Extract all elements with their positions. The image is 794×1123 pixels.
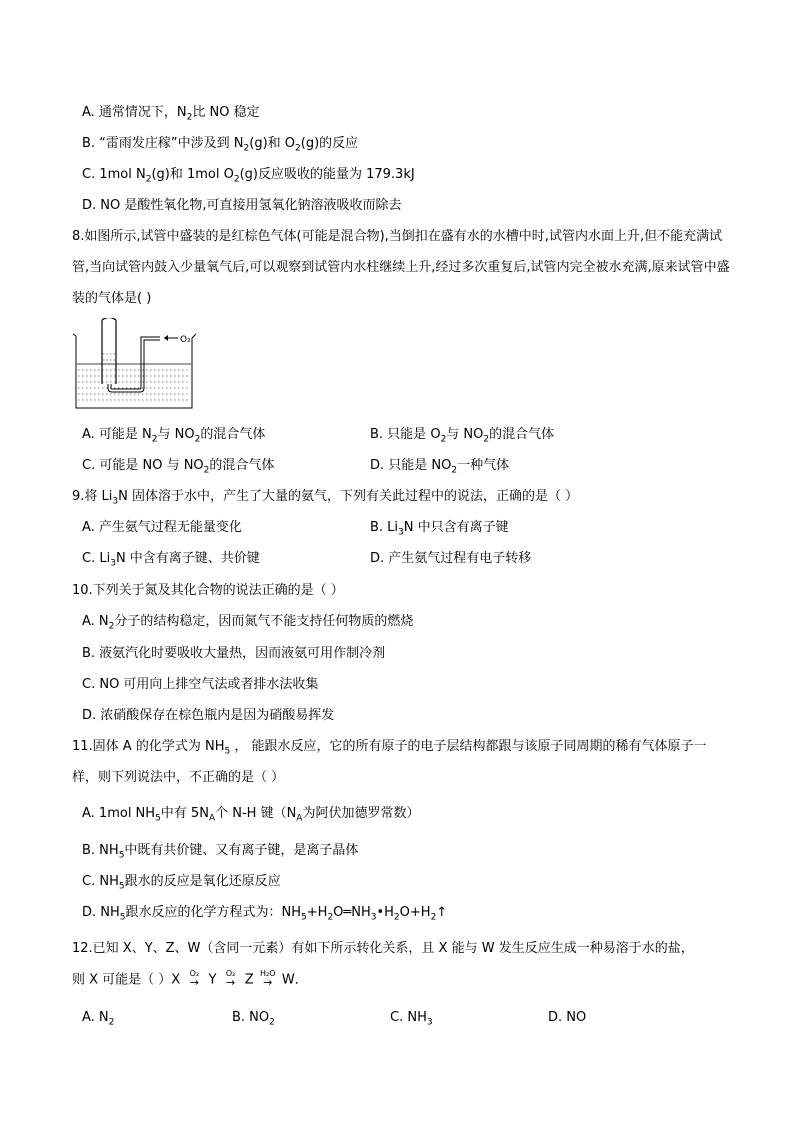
q7-option-a: A. 通常情况下，$N_2$比 NO 稳定 bbox=[82, 105, 260, 123]
test-tube-apparatus-figure bbox=[72, 318, 202, 410]
q12-stem-line1: 12.已知 X、Y、Z、W（含同一元素）有如下所示转化关系，且 X 能与 W 发生反应生成一种易溶于水的盐， bbox=[72, 941, 694, 956]
q12-option-c: C. $NH_3$ bbox=[390, 1010, 433, 1028]
q10-stem: 10.下列关于氮及其化合物的说法正确的是（ ） bbox=[72, 583, 344, 598]
arrow-o2-1: O₂ → bbox=[189, 969, 200, 989]
q11-option-c: C. $NH_5$跟水的反应是氧化还原反应 bbox=[82, 874, 281, 892]
arrow-h2o: H₂O → bbox=[260, 969, 276, 989]
q12-option-b: B. $NO_2$ bbox=[232, 1010, 275, 1028]
q9-option-b: B. $Li_3N$ 中只含有离子键 bbox=[370, 520, 509, 538]
q9-option-a: A. 产生氨气过程无能量变化 bbox=[82, 520, 242, 535]
q12-stem-line2: 则 X 可能是（ ）X O₂ → Y O₂ → Z H₂O → W． bbox=[72, 969, 308, 989]
q11-option-b: B. $NH_5$中既有共价键、又有离子键，是离子晶体 bbox=[82, 843, 359, 861]
q7-option-b: B. “雷雨发庄稼”中涉及到 $N_2(g)$和 $O_2(g)$的反应 bbox=[82, 136, 359, 154]
q8-stem: 8.如图所示,试管中盛装的是红棕色气体(可能是混合物),当倒扣在盛有水的水槽中时,试管内水面上升,但不能充满试管,当向试管内鼓入少量氧气后,可以观察到试管内水柱继续上升,经过多次重复后,试管内完全被水充满,原来试管中盛装的气体是( ) bbox=[72, 229, 730, 306]
q12-option-d: D. NO bbox=[548, 1010, 587, 1025]
q11-option-d: D. $NH_5$跟水反应的化学方程式为：$NH_5+H_2O═NH_3•H_2O+H_2↑$ bbox=[82, 905, 448, 923]
q9-stem: 9.将 $Li_3N$ 固体溶于水中，产生了大量的氨气，下列有关此过程中的说法，正确的是（ ） bbox=[72, 489, 579, 507]
arrow-o2-2: O₂ → bbox=[225, 969, 236, 989]
q9-option-d: D. 产生氨气过程有电子转移 bbox=[370, 551, 532, 566]
q11-stem: 11.固体 A 的化学式为 $NH_5$ ， 能跟水反应，它的所有原子的电子层结构都跟与该原子同周期的稀有气体原子一样，则下列说法中，不正确的是（ ） bbox=[72, 739, 707, 785]
q12-option-a: A. $N_2$ bbox=[82, 1010, 115, 1028]
q8-option-a: A. 可能是 $N_2$与 $NO_2$的混合气体 bbox=[82, 427, 266, 445]
q11-option-a: A. 1mol $NH_5$中有 $5N_A$个 N-H 键（$N_A$为阿伏加德罗常数） bbox=[82, 806, 420, 824]
q10-option-b: B. 液氨汽化时要吸收大量热，因而液氨可用作制冷剂 bbox=[82, 646, 386, 661]
q10-option-c: C. NO 可用向上排空气法或者排水法收集 bbox=[82, 677, 319, 692]
q8-option-b: B. 只能是 $O_2$与 $NO_2$的混合气体 bbox=[370, 427, 555, 445]
figure-o2-label: O₂ bbox=[180, 335, 191, 345]
q7-option-d: D. NO 是酸性氧化物,可直接用氢氧化钠溶液吸收而除去 bbox=[82, 198, 402, 213]
q8-option-c: C. 可能是 NO 与 $NO_2$的混合气体 bbox=[82, 458, 275, 476]
q10-option-a: A. $N_2$分子的结构稳定，因而氮气不能支持任何物质的燃烧 bbox=[82, 614, 414, 632]
q9-option-c: C. $Li_3N$ 中含有离子键、共价键 bbox=[82, 551, 260, 569]
q8-option-d: D. 只能是 $NO_2$一种气体 bbox=[370, 458, 510, 476]
q10-option-d: D. 浓硝酸保存在棕色瓶内是因为硝酸易挥发 bbox=[82, 708, 335, 723]
q7-option-c: C. 1mol $N_2(g)$和 1mol $O_2(g)$反应吸收的能量为 179.3kJ bbox=[82, 167, 415, 185]
